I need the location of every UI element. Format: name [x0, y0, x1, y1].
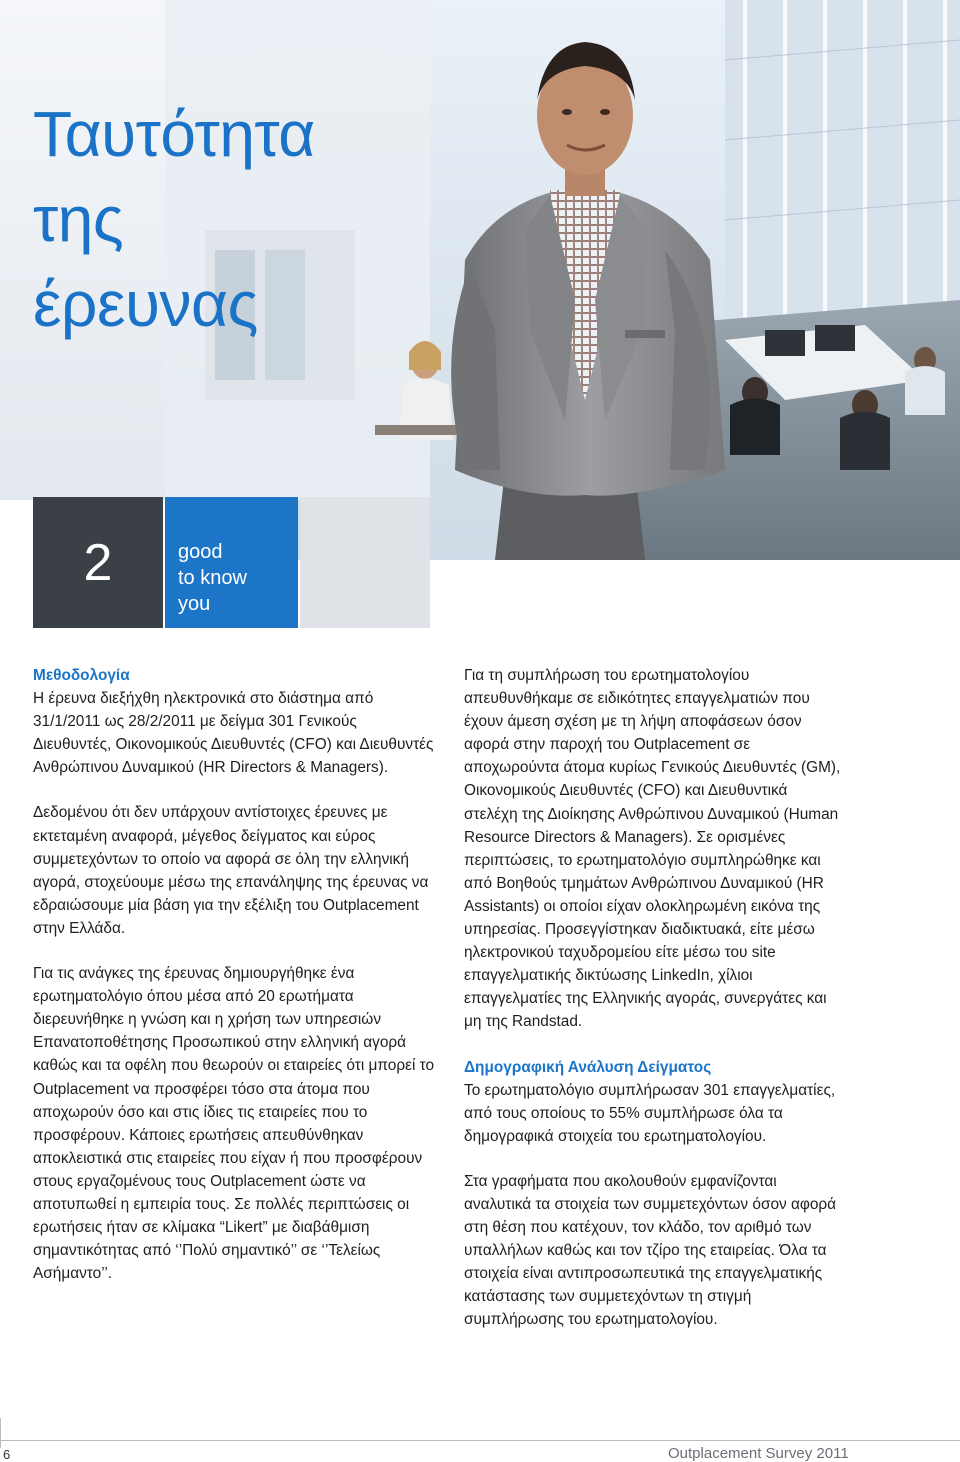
- right-column: [464, 664, 844, 1354]
- page-number: 6: [3, 1447, 11, 1462]
- title-line: έρευνας: [33, 268, 258, 340]
- slogan-line: you: [178, 593, 211, 615]
- paragraph: Το ερωτηματολόγιο συμπλήρωσαν 301 επαγγελματίες, από τους οποίους το 55% συμπλήρωσε όλα τα δημογραφικά στοιχεία του ερωτηματολογίου.: [464, 1081, 836, 1145]
- paragraph: Για τη συμπλήρωση του ερωτηματολογίου απευθυνθήκαμε σε ειδικότητες επαγγελματιών που έχουν άμεση σχέση με τη λήψη αποφάσεων όσον αφορά στην παροχή του Outplacement σε αποχωρούντα άτομα κυρίως Γενικούς Διευθυντές (GM), Οικονομικούς Διευθυντές (CFO) και Διευθυντικά στελέχη της Διοίκησης Ανθρώπινου Δυναμικού (Human Resource Directors & Managers). Σε ορισμένες περιπτώσεις, το ερωτηματολόγιο συμπληρώθηκε και από Βοηθούς τμημάτων Ανθρώπινου Δυναμικού (HR Assistants) οι οποίοι είχαν ολοκληρωμένη εικόνα της υπηρεσίας. Προσεγγίστηκαν διαδικτυακά, είτε μέσω ηλεκτρονικού ταχυδρομείου είτε μέσω του site επαγγελματικής δικτύωσης LinkedIn, χίλιοι επαγγελματίες της Ελληνικής αγοράς, συνεργάτες και μη της Randstad.: [464, 667, 841, 1031]
- title-line: Ταυτότητα: [33, 98, 315, 170]
- paragraph: Στα γραφήματα που ακολουθούν εμφανίζονται αναλυτικά τα στοιχεία των συμμετεχόντων όσον αφορά στη θέση που κατέχουν, τον κλάδο, τον αριθμό των υπαλλήλων καθώς και τον τζίρο της εταιρείας. Όλα τα στοιχεία είναι αντιπροσωπευτικά της επαγγελματικής κατάστασης των συμμετεχόντων τη στιγμή συμπλήρωσης του ερωτηματολογίου.: [464, 1172, 837, 1329]
- slogan-line: good: [178, 541, 223, 563]
- title-line: της: [33, 183, 124, 255]
- publication-title: Outplacement Survey 2011: [668, 1445, 849, 1462]
- demographics-heading: Δημογραφική Ανάλυση Δείγματος: [464, 1058, 712, 1076]
- page-title: [33, 92, 423, 347]
- band-spacer: [300, 497, 430, 628]
- footer-rule: [0, 1440, 960, 1441]
- paragraph: Η έρευνα διεξήχθη ηλεκτρονικά στο διάστημα από 31/1/2011 ως 28/2/2011 με δείγμα 301 Γενικούς Διευθυντές, Οικονομικούς Διευθυντές (CFO) και Διευθυντές Ανθρώπινου Δυναμικού (HR Directors & Managers).: [33, 690, 434, 777]
- footer-rule-vertical: [0, 1418, 1, 1448]
- section-slogan: [165, 497, 298, 628]
- section-number: 2: [33, 497, 163, 628]
- slogan-line: to know: [178, 567, 247, 589]
- paragraph: Για τις ανάγκες της έρευνας δημιουργήθηκε ένα ερωτηματολόγιο όπου μέσα από 20 ερωτήματα διερευνήθηκε η γνώση και η χρήση των υπηρεσιών Επανατοποθέτησης Προσωπικού στην ελληνική αγορά καθώς και τα οφέλη που θεωρούν οι εταιρείες ότι μπορεί το Outplacement να προσφέρει τόσο στα άτομα που αποχωρούν όσο και στις ίδιες τις εταιρείες που το προσφέρουν. Κάποιες ερωτήσεις απευθύνθηκαν αποκλειστικά στις εταιρείες που είχαν ή που προσφέρουν στους εργαζομένους τους Outplacement ώστε να αποτυπωθεί η εμπειρία τους. Σε πολλές περιπτώσεις οι ερωτήσεις ήταν σε κλίμακα “Likert” με διαβάθμιση σημαντικότητας από ‘’Πολύ σημαντικό’’ σε ‘’Τελείως Ασήμαντο’’.: [33, 965, 435, 1283]
- left-column: [33, 664, 438, 1307]
- methodology-heading: Μεθοδολογία: [33, 667, 130, 684]
- paragraph: Δεδομένου ότι δεν υπάρχουν αντίστοιχες έρευνες με εκτεταμένη αναφορά, μέγεθος δείγματος και εύρος συμμετεχόντων το οποίο να αφορά σε όλη την ελληνική αγορά, στοχεύουμε μέσω της επανάληψης της έρευνας να εδραιώσουμε μία βάση για την εξέλιξη του Outplacement στην Ελλάδα.: [33, 804, 429, 937]
